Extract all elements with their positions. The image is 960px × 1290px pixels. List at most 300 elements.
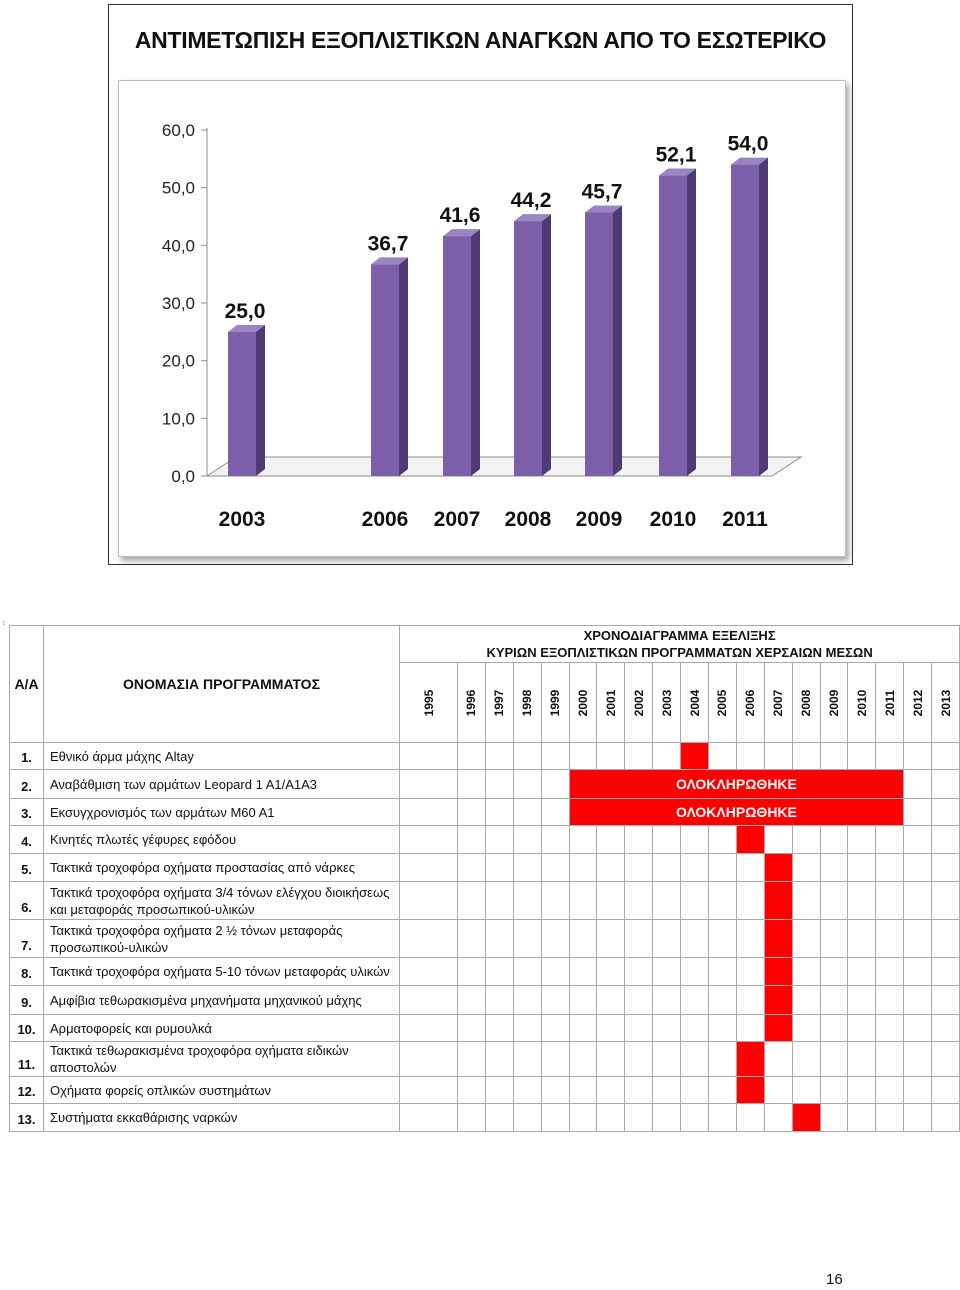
row-number: 5.: [10, 854, 44, 882]
program-row: [10, 799, 960, 826]
schedule-cell: [597, 1104, 625, 1132]
schedule-cell: [820, 1042, 848, 1077]
schedule-cell: [848, 826, 876, 854]
schedule-cell: [597, 743, 625, 770]
schedule-cell: [764, 826, 792, 854]
schedule-cell: [876, 1042, 904, 1077]
schedule-cell: [932, 1077, 960, 1104]
schedule-cell: [848, 882, 876, 920]
schedule-cell: [932, 854, 960, 882]
year-header-label: 2006: [743, 689, 758, 716]
year-header: [653, 663, 681, 743]
schedule-cell: [400, 882, 458, 920]
schedule-cell: [932, 799, 960, 826]
schedule-cell: [458, 958, 486, 986]
bar: [228, 332, 256, 476]
schedule-cell: [932, 920, 960, 958]
schedule-cell: [400, 986, 458, 1015]
schedule-cell: [820, 882, 848, 920]
bar-data-label: 45,7: [581, 180, 623, 204]
x-tick-label: 2011: [722, 508, 768, 531]
schedule-cell: [653, 986, 681, 1015]
schedule-cell: [458, 986, 486, 1015]
schedule-cell: [653, 1104, 681, 1132]
schedule-cell: [932, 958, 960, 986]
row-number: 2.: [10, 770, 44, 799]
year-header-label: 2010: [854, 689, 869, 716]
schedule-cell: [709, 882, 737, 920]
schedule-cell: [597, 826, 625, 854]
completed-bar: ΟΛΟΚΛΗΡΩΘΗΚΕ: [569, 770, 904, 799]
x-tick-label: 2003: [218, 508, 266, 531]
schedule-cell: [876, 1104, 904, 1132]
schedule-cell: [904, 958, 932, 986]
row-number: 9.: [10, 986, 44, 1015]
schedule-cell: [458, 1042, 486, 1077]
schedule-cell: [625, 986, 653, 1015]
schedule-cell: [876, 986, 904, 1015]
schedule-cell: [625, 854, 653, 882]
schedule-cell: [709, 920, 737, 958]
year-header-label: 2002: [631, 689, 646, 716]
bar-data-label: 44,2: [510, 189, 552, 213]
program-row: [10, 826, 960, 854]
program-row: [10, 958, 960, 986]
schedule-cell: [569, 920, 597, 958]
schedule-cell: [485, 854, 513, 882]
row-number: 12.: [10, 1077, 44, 1104]
schedule-cell: [681, 1042, 709, 1077]
schedule-cell: [513, 958, 541, 986]
schedule-cell: [820, 1015, 848, 1042]
schedule-cell: [820, 826, 848, 854]
bar-data-label: 52,1: [655, 143, 697, 167]
schedule-cell: [400, 920, 458, 958]
year-header: [597, 663, 625, 743]
schedule-cell: [932, 1015, 960, 1042]
schedule-cell: [653, 1042, 681, 1077]
schedule-bar-cell: [764, 920, 792, 958]
schedule-cell: [932, 770, 960, 799]
schedule-bar-cell: [764, 986, 792, 1015]
schedule-cell: [681, 920, 709, 958]
schedule-cell: [485, 743, 513, 770]
schedule-cell: [513, 920, 541, 958]
schedule-cell: [904, 799, 932, 826]
schedule-cell: [400, 743, 458, 770]
schedule-cell: [764, 1104, 792, 1132]
schedule-cell: [485, 958, 513, 986]
schedule-cell: [736, 1015, 764, 1042]
schedule-cell: [597, 986, 625, 1015]
schedule-cell: [485, 882, 513, 920]
y-tick-label: 50,0: [161, 178, 195, 198]
schedule-cell: [904, 854, 932, 882]
schedule-cell: [541, 770, 569, 799]
schedule-bar-cell: [792, 1104, 820, 1132]
program-row: [10, 854, 960, 882]
year-header-label: 2005: [715, 689, 730, 716]
schedule-cell: [848, 986, 876, 1015]
program-name: Συστήματα εκκαθάρισης ναρκών: [44, 1104, 400, 1132]
schedule-bar-cell: [736, 1042, 764, 1077]
program-name: Τακτικά τροχοφόρα οχήματα προστασίας από νάρκες: [44, 854, 400, 882]
schedule-cell: [848, 854, 876, 882]
schedule-cell: [625, 1015, 653, 1042]
schedule-cell: [653, 882, 681, 920]
schedule-cell: [848, 1077, 876, 1104]
schedule-cell: [820, 986, 848, 1015]
schedule-cell: [736, 986, 764, 1015]
year-header-label: 2000: [576, 689, 590, 716]
y-tick-label: 10,0: [161, 409, 195, 429]
bar-side: [613, 205, 622, 476]
schedule-cell: [541, 1042, 569, 1077]
schedule-cell: [400, 1042, 458, 1077]
schedule-cell: [485, 1104, 513, 1132]
schedule-cell: [513, 1042, 541, 1077]
schedule-cell: [569, 1042, 597, 1077]
schedule-cell: [932, 882, 960, 920]
schedule-title-line-2: ΚΥΡΙΩΝ ΕΞΟΠΛΙΣΤΙΚΩΝ ΠΡΟΓΡΑΜΜΑΤΩΝ ΧΕΡΣΑΙΩΝ ΜΕΣΩΝ: [486, 645, 873, 660]
schedule-cell: [485, 920, 513, 958]
schedule-cell: [569, 743, 597, 770]
year-header-label: 1998: [520, 689, 535, 716]
schedule-cell: [820, 920, 848, 958]
schedule-cell: [820, 1077, 848, 1104]
row-number: 13.: [10, 1104, 44, 1132]
row-number: 8.: [10, 958, 44, 986]
schedule-title-line-1: ΧΡΟΝΟΔΙΑΓΡΑΜΜΑ ΕΞΕΛΙΞΗΣ: [583, 628, 776, 643]
schedule-cell: [625, 958, 653, 986]
schedule-bar-cell: [764, 958, 792, 986]
schedule-cell: [709, 1077, 737, 1104]
schedule-cell: [736, 882, 764, 920]
schedule-cell: [848, 1104, 876, 1132]
schedule-cell: [709, 1104, 737, 1132]
schedule-cell: [541, 799, 569, 826]
schedule-cell: [569, 1077, 597, 1104]
schedule-cell: [513, 1015, 541, 1042]
schedule-bar-cell: [764, 882, 792, 920]
schedule-cell: [792, 1042, 820, 1077]
schedule-cell: [400, 1104, 458, 1132]
schedule-cell: [513, 770, 541, 799]
year-header: [736, 663, 764, 743]
schedule-bar-cell: [736, 1077, 764, 1104]
year-header-label: 2009: [827, 689, 842, 716]
bar-data-label: 25,0: [224, 299, 266, 323]
schedule-cell: [653, 826, 681, 854]
year-header-label: 2003: [659, 689, 674, 716]
schedule-cell: [820, 1104, 848, 1132]
bar: [371, 264, 399, 476]
bar: [731, 165, 759, 476]
program-row: [10, 743, 960, 770]
schedule-cell: [625, 920, 653, 958]
schedule-cell: [541, 1077, 569, 1104]
schedule-cell: [541, 1015, 569, 1042]
row-number: 3.: [10, 799, 44, 826]
y-tick-label: 60,0: [161, 121, 195, 140]
year-header-label: 1999: [548, 689, 563, 716]
schedule-cell: [736, 743, 764, 770]
schedule-cell: [597, 920, 625, 958]
schedule-cell: [625, 882, 653, 920]
y-tick-label: 20,0: [161, 351, 195, 371]
schedule-cell: [569, 826, 597, 854]
schedule-cell: [876, 958, 904, 986]
schedule-cell: [932, 1104, 960, 1132]
bar-data-label: 36,7: [367, 232, 409, 256]
schedule-cell: [513, 1077, 541, 1104]
program-row: [10, 1042, 960, 1077]
year-header: [792, 663, 820, 743]
schedule-cell: [792, 958, 820, 986]
schedule-cell: [764, 1077, 792, 1104]
x-tick-label: 2009: [575, 508, 623, 531]
program-name: Κινητές πλωτές γέφυρες εφόδου: [44, 826, 400, 854]
schedule-cell: [736, 958, 764, 986]
program-row: [10, 1015, 960, 1042]
schedule-cell: [848, 920, 876, 958]
schedule-cell: [458, 770, 486, 799]
schedule-cell: [597, 1077, 625, 1104]
schedule-cell: [541, 958, 569, 986]
row-number: 11.: [10, 1042, 44, 1077]
schedule-cell: [513, 986, 541, 1015]
bar-side: [256, 325, 265, 476]
schedule-cell: [653, 1015, 681, 1042]
schedule-cell: [681, 986, 709, 1015]
schedule-cell: [485, 826, 513, 854]
year-header-label: 2007: [771, 689, 786, 716]
schedule-cell: [792, 1077, 820, 1104]
schedule-cell: [792, 1015, 820, 1042]
program-name: Αρματοφορείς και ρυμουλκά: [44, 1015, 400, 1042]
schedule-cell: [513, 854, 541, 882]
program-row: [10, 770, 960, 799]
schedule-cell: [709, 986, 737, 1015]
index-column-header: Α/Α: [10, 626, 44, 743]
year-header-label: 2012: [910, 689, 925, 716]
bar: [585, 212, 613, 476]
schedule-cell: [513, 826, 541, 854]
schedule-cell: [513, 1104, 541, 1132]
program-name: Οχήματα φορείς οπλικών συστημάτων: [44, 1077, 400, 1104]
schedule-cell: [932, 826, 960, 854]
year-header-label: 1996: [464, 689, 479, 716]
schedule-cell: [904, 743, 932, 770]
program-name: Αμφίβια τεθωρακισμένα μηχανήματα μηχανικού μάχης: [44, 986, 400, 1015]
schedule-cell: [541, 882, 569, 920]
x-tick-label: 2007: [433, 508, 481, 531]
schedule-cell: [625, 1104, 653, 1132]
schedule-cell: [485, 1077, 513, 1104]
y-tick-label: 0,0: [171, 467, 195, 486]
schedule-cell: [876, 743, 904, 770]
x-tick-label: 2008: [504, 508, 552, 531]
schedule-cell: [681, 1015, 709, 1042]
schedule-cell: [932, 1042, 960, 1077]
schedule-cell: [569, 1015, 597, 1042]
schedule-cell: [792, 986, 820, 1015]
schedule-cell: [513, 882, 541, 920]
year-header: [541, 663, 569, 743]
schedule-cell: [400, 854, 458, 882]
schedule-bar-cell: [764, 854, 792, 882]
bar-side: [687, 169, 696, 476]
chart-plot-panel: [118, 80, 846, 557]
schedule-cell: [792, 826, 820, 854]
schedule-cell: [597, 854, 625, 882]
schedule-cell: [932, 743, 960, 770]
schedule-cell: [876, 1015, 904, 1042]
schedule-cell: [653, 958, 681, 986]
year-header: [709, 663, 737, 743]
year-header: [820, 663, 848, 743]
bar: [443, 236, 471, 476]
schedule-cell: [625, 1042, 653, 1077]
schedule-cell: [458, 882, 486, 920]
schedule-cell: [876, 882, 904, 920]
year-header: [513, 663, 541, 743]
bar-side: [399, 257, 408, 476]
program-name: Εκσυγχρονισμός των αρμάτων M60 A1: [44, 799, 400, 826]
schedule-cell: [904, 1042, 932, 1077]
schedule-cell: [541, 1104, 569, 1132]
schedule-cell: [400, 770, 458, 799]
schedule-cell: [625, 826, 653, 854]
row-number: 4.: [10, 826, 44, 854]
schedule-cell: [541, 826, 569, 854]
year-header-label: 2008: [799, 689, 814, 716]
schedule-cell: [541, 743, 569, 770]
schedule-cell: [625, 1077, 653, 1104]
year-header: [485, 663, 513, 743]
schedule-cell: [400, 1077, 458, 1104]
schedule-cell: [709, 1042, 737, 1077]
schedule-cell: [904, 1077, 932, 1104]
schedule-bar-cell: [764, 1015, 792, 1042]
schedule-cell: [569, 958, 597, 986]
schedule-cell: [736, 920, 764, 958]
schedule-cell: [904, 770, 932, 799]
schedule-cell: [458, 743, 486, 770]
schedule-cell: [485, 1042, 513, 1077]
schedule-cell: [709, 826, 737, 854]
schedule-cell: [736, 854, 764, 882]
schedule-cell: [681, 854, 709, 882]
schedule-cell: [400, 799, 458, 826]
schedule-cell: [764, 743, 792, 770]
schedule-cell: [681, 958, 709, 986]
program-row: [10, 986, 960, 1015]
bar-data-label: 41,6: [439, 204, 481, 228]
schedule-cell: [764, 1042, 792, 1077]
schedule-cell: [709, 854, 737, 882]
y-tick-label: 30,0: [161, 294, 195, 313]
schedule-cell: [458, 1077, 486, 1104]
schedule-cell: [597, 882, 625, 920]
bar-chart: [119, 81, 845, 556]
name-column-header: ΟΝΟΜΑΣΙΑ ΠΡΟΓΡΑΜΜΑΤΟΣ: [44, 626, 400, 743]
year-header-label: 2013: [938, 689, 953, 716]
schedule-cell: [458, 1104, 486, 1132]
schedule-cell: [458, 826, 486, 854]
schedule-cell: [904, 920, 932, 958]
program-name: Τακτικά τεθωρακισμένα τροχοφόρα οχήματα ειδικών αποστολών: [44, 1042, 400, 1077]
year-header: [681, 663, 709, 743]
year-header-label: 2011: [882, 689, 897, 716]
schedule-cell: [485, 986, 513, 1015]
schedule-cell: [458, 799, 486, 826]
schedule-cell: [569, 986, 597, 1015]
year-header-label: 1995: [421, 689, 436, 716]
program-name: Εθνικό άρμα μάχης Altay: [44, 743, 400, 770]
schedule-cell: [485, 799, 513, 826]
schedule-cell: [681, 882, 709, 920]
schedule-cell: [709, 743, 737, 770]
bar-side: [542, 214, 551, 476]
year-header: [764, 663, 792, 743]
schedule-cell: [848, 1042, 876, 1077]
schedule-cell: [400, 1015, 458, 1042]
schedule-cell: [541, 986, 569, 1015]
bar: [514, 221, 542, 476]
program-row: [10, 1077, 960, 1104]
year-header: [848, 663, 876, 743]
schedule-cell: [653, 1077, 681, 1104]
table-anchor-marker: ↕: [2, 620, 6, 627]
schedule-cell: [876, 920, 904, 958]
schedule-table: [9, 625, 960, 1132]
schedule-cell: [736, 1104, 764, 1132]
row-number: 7.: [10, 920, 44, 958]
schedule-cell: [569, 854, 597, 882]
year-header-label: 1997: [492, 689, 507, 716]
schedule-cell: [932, 986, 960, 1015]
schedule-cell: [820, 854, 848, 882]
schedule-cell: [904, 1104, 932, 1132]
schedule-cell: [904, 826, 932, 854]
bar-side: [471, 229, 480, 476]
completed-bar: ΟΛΟΚΛΗΡΩΘΗΚΕ: [569, 799, 904, 826]
year-header-label: 2001: [603, 689, 618, 716]
year-header: [400, 663, 458, 743]
schedule-cell: [653, 920, 681, 958]
schedule-cell: [848, 958, 876, 986]
schedule-cell: [681, 826, 709, 854]
year-header: [904, 663, 932, 743]
schedule-cell: [876, 854, 904, 882]
schedule-cell: [848, 1015, 876, 1042]
schedule-bar-cell: [681, 743, 709, 770]
schedule-cell: [569, 882, 597, 920]
program-name: Τακτικά τροχοφόρα οχήματα 5-10 τόνων μεταφοράς υλικών: [44, 958, 400, 986]
year-header: [569, 663, 597, 743]
y-tick-label: 40,0: [161, 236, 195, 256]
schedule-cell: [820, 743, 848, 770]
page-number: 16: [826, 1271, 843, 1288]
schedule-cell: [400, 958, 458, 986]
program-name: Τακτικά τροχοφόρα οχήματα 3/4 τόνων ελέγχου διοικήσεως και μεταφοράς προσωπικού-υλικών: [44, 882, 400, 920]
row-number: 10.: [10, 1015, 44, 1042]
schedule-cell: [904, 882, 932, 920]
schedule-cell: [792, 854, 820, 882]
program-row: [10, 920, 960, 958]
schedule-cell: [653, 854, 681, 882]
